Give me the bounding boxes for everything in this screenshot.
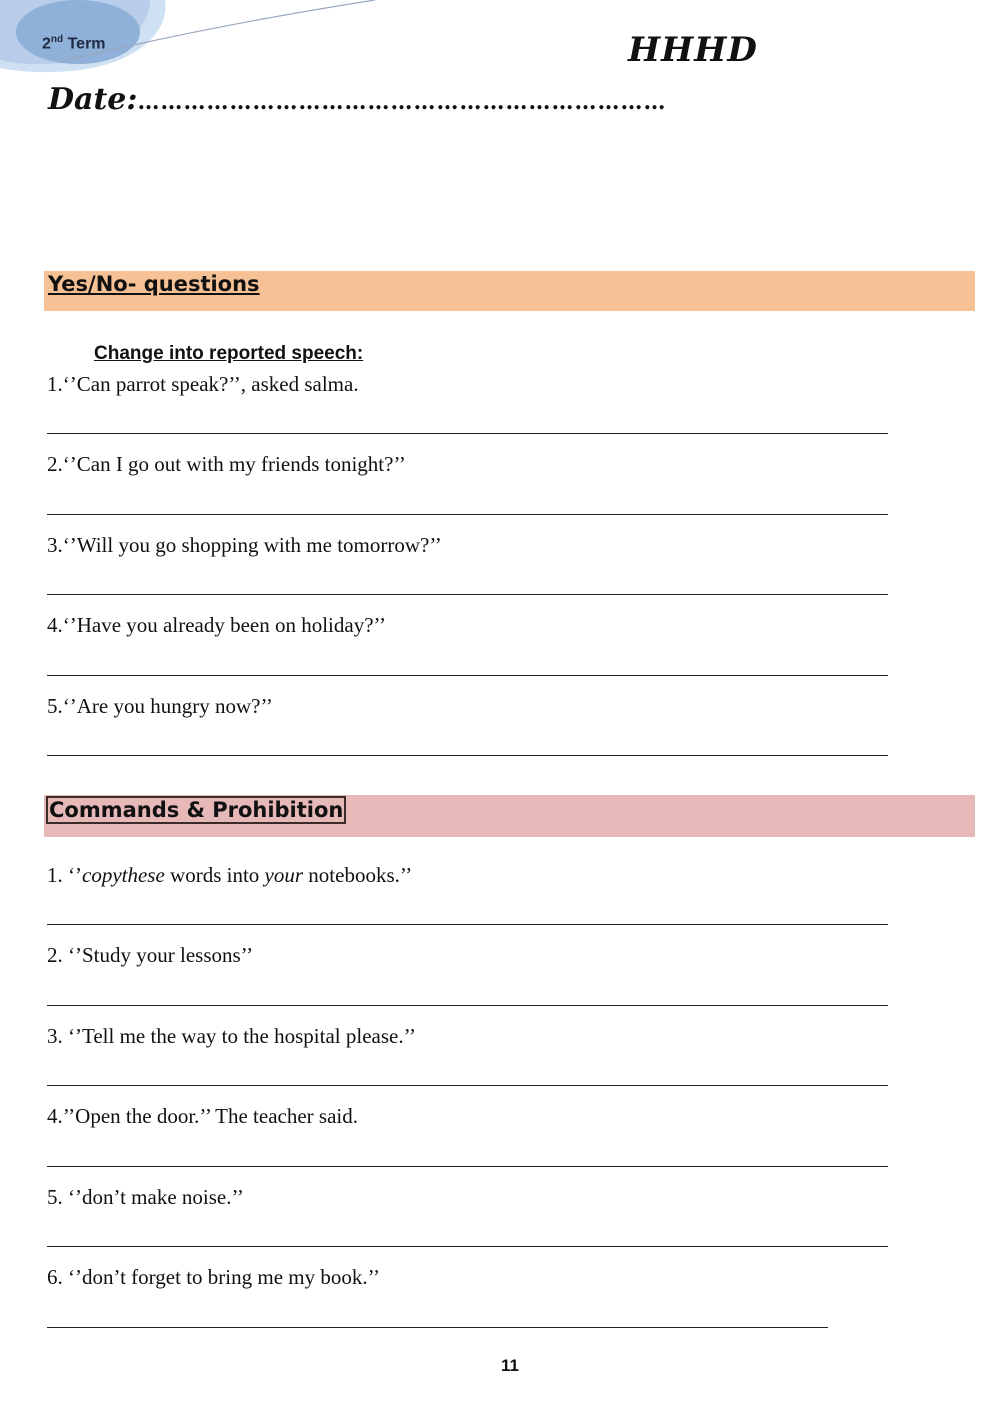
yesno-section-title: Yes/No- questions [48,272,260,296]
header-code: HHHD [628,30,758,70]
commands-answer-line-6 [47,1327,828,1328]
q1-middle: words into [164,863,265,887]
term-number: 2 [42,35,51,53]
commands-answer-line-2 [47,1005,888,1006]
page-number: 11 [501,1356,519,1375]
term-suffix: nd [50,34,64,45]
term-word: Term [67,35,106,53]
yesno-answer-line-4 [47,675,888,676]
q1-prefix: 1. ‘’ [47,863,82,887]
term-badge [42,34,106,53]
yesno-answer-line-1 [47,433,888,434]
commands-answer-line-4 [47,1166,888,1167]
yesno-question-3: 3.‘’Will you go shopping with me tomorrow?’’ [47,533,442,557]
instruction-text: Change into reported speech: [94,343,364,364]
yesno-answer-line-3 [47,594,888,595]
date-line [48,82,666,117]
q1-end: notebooks.’’ [303,863,413,887]
yesno-answer-line-5 [47,755,888,756]
yesno-question-1: 1.‘’Can parrot speak?’’, asked salma. [47,372,359,396]
yesno-answer-line-2 [47,514,888,515]
date-label: Date: [48,82,138,117]
yesno-question-2: 2.‘’Can I go out with my friends tonight?’’ [47,452,406,476]
commands-question-3: 3. ‘’Tell me the way to the hospital please.’’ [47,1024,417,1048]
commands-question-1 [47,862,412,888]
commands-section-title: Commands & Prohibition [46,796,346,824]
commands-question-2: 2. ‘’Study your lessons’’ [47,943,254,967]
commands-question-6: 6. ‘’don’t forget to bring me my book.’’ [47,1265,381,1289]
q1-italic-word-2: your [264,863,304,887]
commands-answer-line-1 [47,924,888,925]
q1-italic-word-1: copythese [82,863,165,887]
commands-answer-line-5 [47,1246,888,1247]
yesno-question-4: 4.‘’Have you already been on holiday?’’ [47,613,386,637]
commands-answer-line-3 [47,1085,888,1086]
commands-question-4: 4.’’Open the door.’’ The teacher said. [47,1104,358,1128]
yesno-question-5: 5.‘’Are you hungry now?’’ [47,694,273,718]
commands-question-5: 5. ‘’don’t make noise.’’ [47,1185,244,1209]
date-dots: …………………………………………………………… [137,89,667,115]
